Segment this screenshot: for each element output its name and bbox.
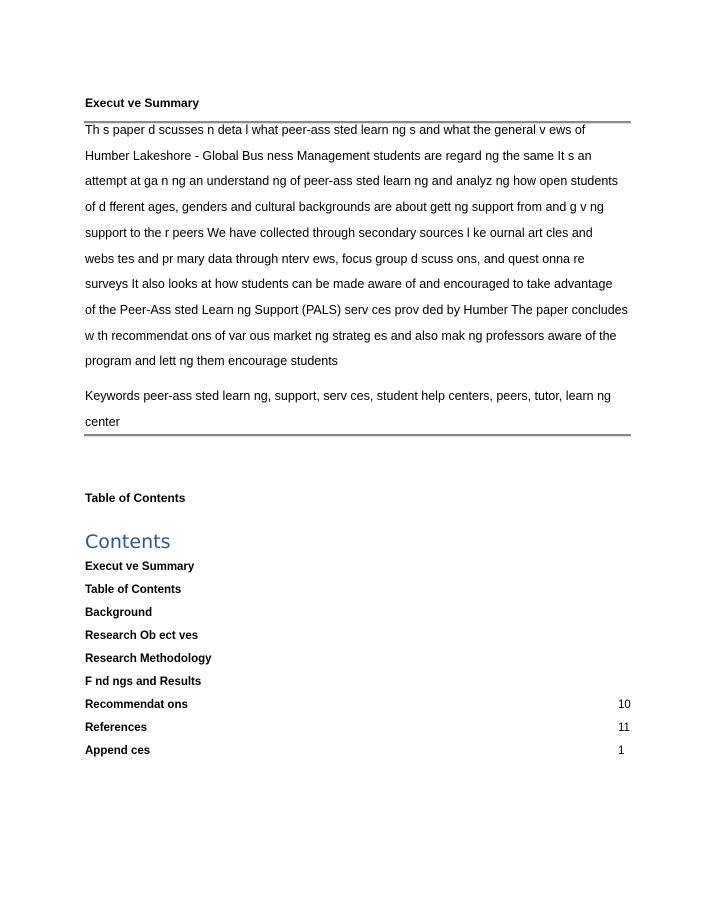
keywords-paragraph [85, 384, 633, 435]
toc-list [85, 556, 632, 762]
contents-title: Contents [85, 531, 171, 553]
toc-entry-label: Recommendat ons [85, 698, 188, 711]
toc-entry-page: 11 [618, 721, 630, 734]
toc-entry-label: Append ces [85, 744, 151, 757]
toc-entry-label: Background [85, 607, 153, 620]
keywords-line: center [85, 414, 120, 429]
toc-entry[interactable] [85, 579, 632, 602]
keywords-line: Keywords peer-ass sted learn ng, support, serv ces, student help centers, peers, tutor, learn ng [85, 389, 611, 403]
summary-line: of the Peer-Ass sted Learn ng Support (PALS) serv ces prov ded by Humber The paper concludes [85, 302, 628, 317]
table-of-contents-heading: Table of Contents [85, 491, 186, 505]
toc-entry-label: Table of Contents [85, 584, 182, 597]
summary-line: of d fferent ages, genders and cultural backgrounds are about gett ng support from and g v ng [85, 200, 604, 215]
executive-summary-paragraph [85, 118, 633, 375]
summary-line: Humber Lakeshore - Global Bus ness Management students are regard ng the same It s an [85, 148, 592, 163]
toc-entry-label: F nd ngs and Results [85, 675, 202, 688]
toc-entry[interactable] [85, 739, 632, 762]
toc-entry[interactable] [85, 716, 632, 739]
summary-line: webs tes and pr mary data through nterv ews, focus group d scuss ons, and quest onna re [85, 251, 585, 266]
toc-entry-label: Execut ve Summary [85, 561, 195, 574]
toc-entry[interactable] [85, 625, 632, 648]
toc-entry-page: 1 [618, 744, 625, 757]
summary-line: w th recommendat ons of var ous market ng strateg es and also mak ng professors aware of the [85, 328, 617, 343]
summary-line: support to the r peers We have collected through secondary sources l ke ournal art cles and [85, 225, 593, 240]
toc-entry-page: 10 [618, 698, 631, 711]
toc-entry[interactable] [85, 670, 632, 693]
summary-line: Th s paper d scusses n deta l what peer-ass sted learn ng s and what the general v ews of [85, 123, 586, 137]
summary-line: attempt at ga n ng an understand ng of peer-ass sted learn ng and analyz ng how open students [85, 174, 619, 189]
toc-entry-label: References [85, 721, 148, 734]
bottom-divider [84, 434, 631, 436]
toc-entry-label: Research Methodology [85, 653, 212, 665]
toc-entry[interactable] [85, 648, 632, 671]
toc-entry[interactable] [85, 602, 632, 625]
toc-entry-label: Research Ob ect ves [85, 630, 199, 643]
summary-line: program and lett ng them encourage students [85, 354, 338, 369]
summary-line: surveys It also looks at how students can be made aware of and encouraged to take advantage [85, 277, 613, 292]
toc-entry[interactable] [85, 556, 632, 579]
executive-summary-heading: Execut ve Summary [85, 96, 200, 110]
toc-entry[interactable] [85, 693, 632, 716]
